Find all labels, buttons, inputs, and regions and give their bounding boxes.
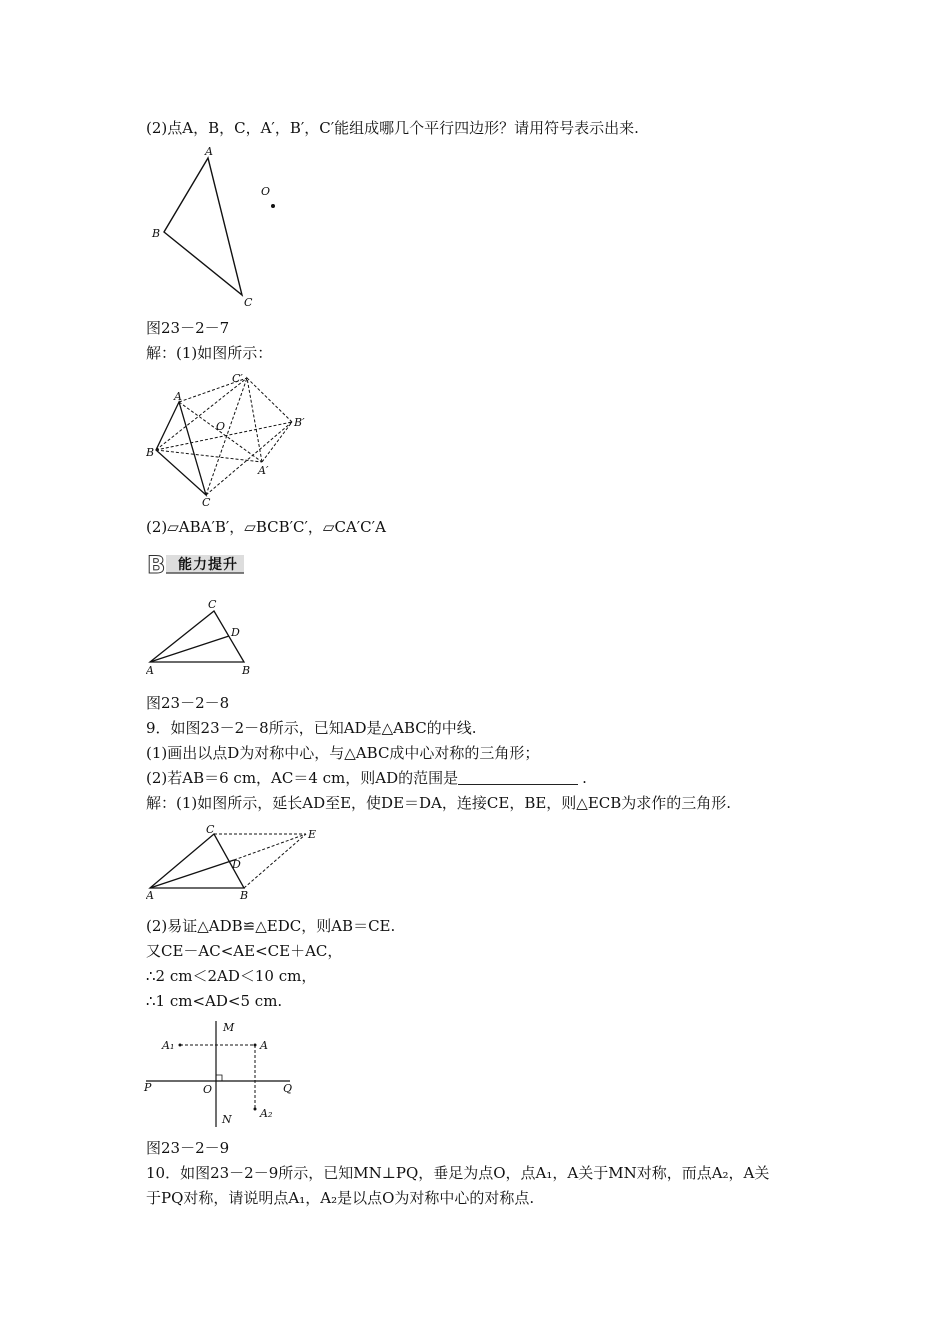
figure-caption-7: 图23－2－7 (146, 319, 230, 337)
section-tag-ability (146, 552, 246, 576)
label-A1: A₁ (162, 1039, 175, 1052)
figure-caption-8: 图23－2－8 (146, 694, 230, 712)
question-10-line1: 10．如图23－2－9所示，已知MN⊥PQ，垂足为点O，点A₁，A关于MN对称，而点A₂，A关 (146, 1164, 770, 1182)
label-A2: A₂ (260, 1107, 273, 1120)
figure-solution-symmetry (146, 370, 316, 510)
label-C: C (208, 598, 217, 611)
label-C: C (202, 496, 211, 509)
label-C: C (244, 296, 253, 309)
label-A: A (146, 664, 154, 677)
label-P: P (144, 1081, 152, 1094)
figure-23-2-8 (146, 596, 266, 678)
label-D: D (231, 626, 240, 639)
label-A: A (146, 889, 154, 902)
solution-9-step1: (2)易证△ADB≌△EDC，则AB＝CE. (146, 917, 396, 935)
svg-text:B: B (147, 552, 166, 576)
label-O: O (203, 1083, 213, 1096)
label-D: D (232, 858, 241, 871)
question-9-part1: (1)画出以点D为对称中心，与△ABC成中心对称的三角形； (146, 744, 540, 762)
label-B: B (240, 889, 249, 902)
answer-blank (458, 770, 578, 785)
figure-solution-9 (146, 822, 326, 902)
label-C-prime: C′ (232, 372, 243, 385)
solution-line: 解：(1)如图所示： (146, 344, 273, 362)
label-B: B (242, 664, 251, 677)
label-B-prime: B′ (294, 416, 305, 429)
label-A: A (174, 390, 182, 403)
figure-23-2-9 (140, 1015, 300, 1130)
label-O: O (261, 185, 271, 198)
label-O: O (216, 420, 226, 433)
figure-caption-9: 图23－2－9 (146, 1139, 230, 1157)
label-N: N (222, 1113, 232, 1126)
label-B: B (152, 227, 161, 240)
figure-23-2-7 (146, 140, 296, 310)
label-E: E (308, 828, 317, 841)
answer-part2: (2)▱ABA′B′，▱BCB′C′，▱CA′C′A (146, 518, 386, 536)
label-B: B (146, 446, 155, 459)
label-A: A (260, 1039, 268, 1052)
question-9-part2: (2)若AB＝6 cm，AC＝4 cm，则AD的范围是 . (146, 769, 587, 787)
label-M: M (223, 1021, 235, 1034)
label-A: A (205, 145, 213, 158)
question-part2: (2)点A，B，C，A′，B′，C′能组成哪几个平行四边形？请用符号表示出来. (146, 119, 639, 137)
label-A-prime: A′ (258, 464, 269, 477)
section-label: 能力提升 (178, 557, 238, 573)
solution-9: 解：(1)如图所示，延长AD至E，使DE＝DA，连接CE，BE，则△ECB为求作的三角形. (146, 794, 732, 812)
solution-9-step3: ∴2 cm＜2AD＜10 cm， (146, 967, 317, 985)
label-C: C (206, 823, 215, 836)
question-9: 9．如图23－2－8所示，已知AD是△ABC的中线. (146, 719, 477, 737)
label-Q: Q (283, 1082, 293, 1095)
solution-9-step2: 又CE－AC<AE<CE＋AC， (146, 942, 343, 960)
question-10-line2: 于PQ对称，请说明点A₁，A₂是以点O为对称中心的对称点. (146, 1189, 535, 1207)
solution-9-step4: ∴1 cm<AD<5 cm. (146, 992, 283, 1010)
